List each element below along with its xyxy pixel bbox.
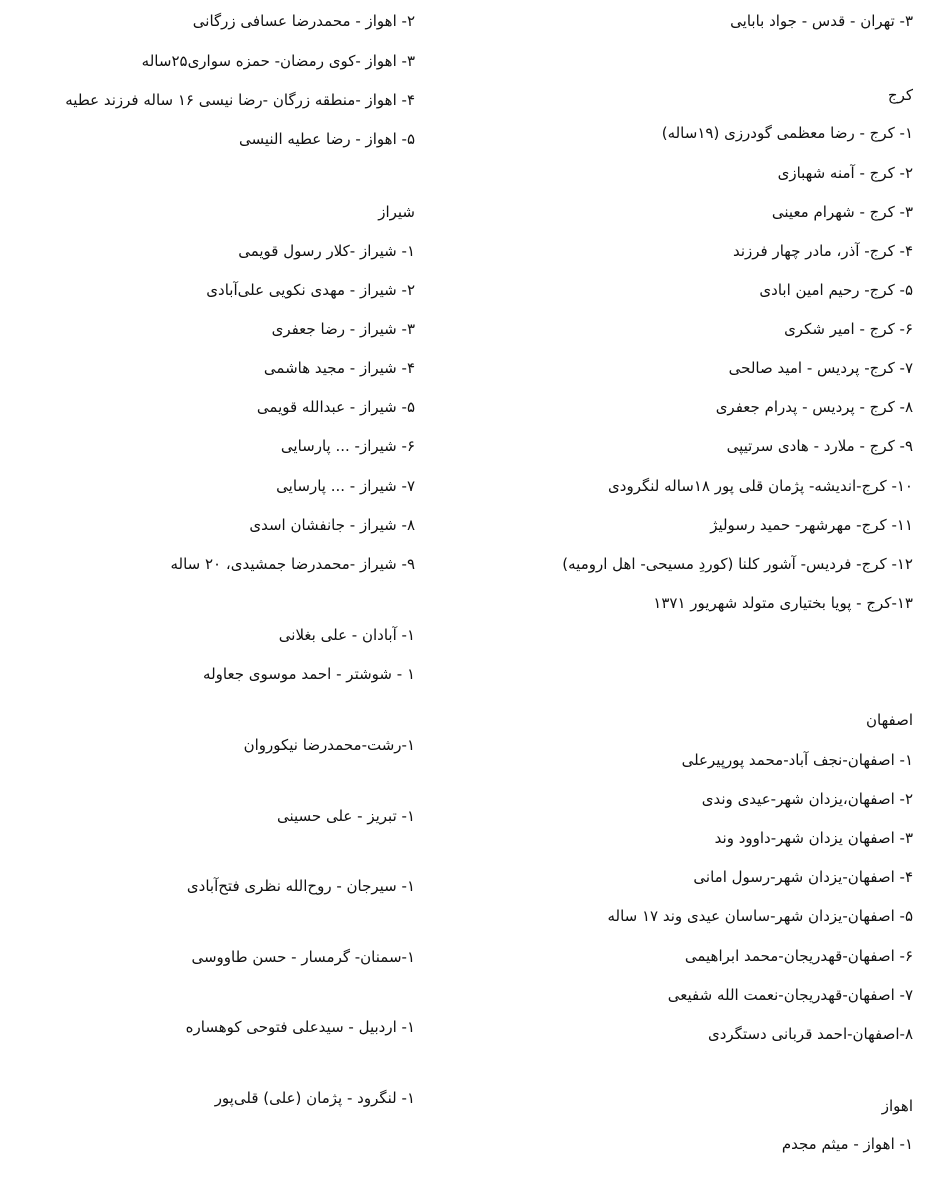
ahvaz-item-1: ۱- اهواز - میثم مجدم <box>781 1135 913 1153</box>
ardabil-item: ۱- اردبیل - سیدعلی فتوحی کوهساره <box>185 1018 415 1036</box>
isfahan-item-2: ۲- اصفهان،یزدان شهر-عیدی وندی <box>701 790 913 808</box>
isfahan-item-3: ۳- اصفهان یزدان شهر-داوود وند <box>714 829 913 847</box>
shiraz-item-6: ۶- شیراز- ... پارسایی <box>280 437 415 455</box>
shiraz-item-5: ۵- شیراز - عبدالله قویمی <box>256 398 415 416</box>
shiraz-item-1: ۱- شیراز -کلار رسول قویمی <box>238 242 415 260</box>
abadan-item: ۱- آبادان - علی بغلانی <box>278 626 415 644</box>
isfahan-item-7: ۷- اصفهان-قهدریجان-نعمت الله شفیعی <box>667 986 913 1004</box>
tabriz-item: ۱- تبریز - علی حسینی <box>276 807 415 825</box>
isfahan-heading: اصفهان <box>866 711 913 729</box>
shiraz-item-3: ۳- شیراز - رضا جعفری <box>271 320 415 338</box>
isfahan-item-6: ۶- اصفهان-قهدریجان-محمد ابراهیمی <box>684 947 913 965</box>
ahvaz-item-5: ۵- اهواز - رضا عطیه النیسی <box>238 130 415 148</box>
karaj-item-4: ۴- کرج- آذر، مادر چهار فرزند <box>732 242 913 260</box>
ahvaz-item-3: ۳- اهواز -کوی رمضان- حمزه سواری۲۵ساله <box>141 52 415 70</box>
shiraz-item-4: ۴- شیراز - مجید هاشمی <box>263 359 415 377</box>
isfahan-item-4: ۴- اصفهان-یزدان شهر-رسول امانی <box>693 868 913 886</box>
semnan-item: ۱-سمنان- گرمسار - حسن طاووسی <box>191 948 415 966</box>
karaj-item-10: ۱۰- کرج-اندیشه- پژمان قلی پور ۱۸ساله لنگرودی <box>608 477 913 495</box>
isfahan-item-8: ۸-اصفهان-احمد قربانی دستگردی <box>707 1025 913 1043</box>
karaj-item-11: ۱۱- کرج- مهرشهر- حمید رسولیژ <box>710 516 913 534</box>
karaj-item-13: ۱۳-کرج - پویا بختیاری متولد شهریور ۱۳۷۱ <box>653 594 913 612</box>
isfahan-item-1: ۱- اصفهان-نجف آباد-محمد پورپیرعلی <box>681 751 913 769</box>
karaj-item-5: ۵- کرج- رحیم امین ابادی <box>759 281 913 299</box>
karaj-item-7: ۷- کرج- پردیس - امید صالحی <box>728 359 913 377</box>
ahvaz-item-4: ۴- اهواز -منطقه زرگان -رضا نیسی ۱۶ ساله فرزند عطیه <box>65 91 415 109</box>
sirjan-item: ۱- سیرجان - روح‌الله نظری فتح‌آبادی <box>186 877 415 895</box>
shiraz-item-9: ۹- شیراز -محمدرضا جمشیدی، ۲۰ ساله <box>170 555 415 573</box>
tehran-item: ۳- تهران - قدس - جواد بابایی <box>730 12 913 30</box>
ahvaz-item-2: ۲- اهواز - محمدرضا عسافی زرگانی <box>192 12 415 30</box>
karaj-item-12: ۱۲- کرج- فردیس- آشور کلنا (کوردِ مسیحی- اهل ارومیه) <box>562 555 913 573</box>
ahvaz-heading: اهواز <box>881 1097 913 1115</box>
karaj-item-2: ۲- کرج - آمنه شهبازی <box>777 164 913 182</box>
karaj-item-3: ۳- کرج - شهرام معینی <box>771 203 913 221</box>
shiraz-item-7: ۷- شیراز - ... پارسایی <box>276 477 415 495</box>
karaj-item-1: ۱- کرج - رضا معظمی گودرزی (۱۹ساله) <box>661 124 913 142</box>
karaj-item-9: ۹- کرج - ملارد - هادی سرتیپی <box>726 437 913 455</box>
rasht-item: ۱-رشت-محمدرضا نیکوروان <box>243 736 415 754</box>
shiraz-heading: شیراز <box>378 203 415 221</box>
langarud-item: ۱- لنگرود - پژمان (علی) قلی‌پور <box>214 1089 415 1107</box>
shiraz-item-2: ۲- شیراز - مهدی نکویی علی‌آبادی <box>206 281 415 299</box>
shiraz-item-8: ۸- شیراز - جانفشان اسدی <box>249 516 415 534</box>
karaj-item-6: ۶- کرج - امیر شکری <box>784 320 913 338</box>
isfahan-item-5: ۵- اصفهان-یزدان شهر-ساسان عیدی وند ۱۷ ساله <box>607 907 913 925</box>
karaj-heading: کرج <box>887 86 913 104</box>
shushtar-item: ۱ - شوشتر - احمد موسوی جعاوله <box>203 665 415 683</box>
karaj-item-8: ۸- کرج - پردیس - پدرام جعفری <box>715 398 913 416</box>
